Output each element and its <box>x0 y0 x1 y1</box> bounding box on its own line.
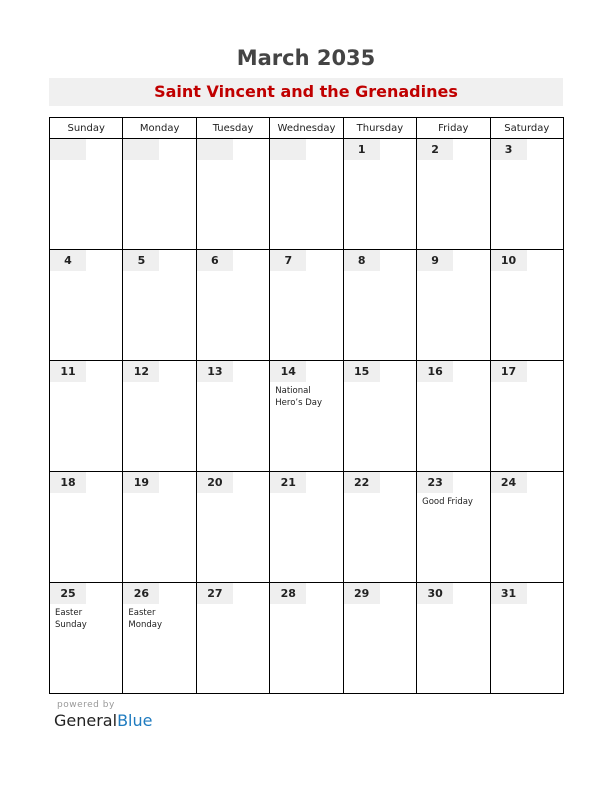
calendar-week-row <box>50 472 564 583</box>
calendar-week-row <box>50 583 564 694</box>
calendar-day-cell[interactable] <box>123 361 196 472</box>
holiday-label: National Hero’s Day <box>275 386 323 408</box>
calendar-day-cell[interactable] <box>270 361 343 472</box>
powered-by-label: powered by <box>57 700 115 710</box>
calendar-day-cell[interactable] <box>196 583 269 694</box>
day-number: 1 <box>344 139 380 160</box>
day-number <box>270 139 306 160</box>
holiday-label: Good Friday <box>422 497 473 507</box>
day-number <box>123 139 159 160</box>
day-number: 30 <box>417 583 453 604</box>
calendar-day-cell[interactable] <box>123 583 196 694</box>
holiday-label: Easter Sunday <box>55 608 87 630</box>
calendar-week-row <box>50 361 564 472</box>
calendar-day-cell[interactable] <box>490 361 563 472</box>
weekday-friday: Friday <box>417 118 490 139</box>
day-number: 17 <box>491 361 527 382</box>
calendar-week-row <box>50 139 564 250</box>
calendar-day-cell[interactable] <box>270 583 343 694</box>
day-number: 22 <box>344 472 380 493</box>
weekday-wednesday: Wednesday <box>270 118 343 139</box>
country-banner: Saint Vincent and the Grenadines <box>49 78 563 106</box>
weekday-tuesday: Tuesday <box>196 118 269 139</box>
calendar-day-cell[interactable] <box>123 139 196 250</box>
calendar-week-row <box>50 250 564 361</box>
calendar-day-cell[interactable] <box>123 472 196 583</box>
day-number: 29 <box>344 583 380 604</box>
day-number: 25 <box>50 583 86 604</box>
calendar-day-cell[interactable] <box>343 361 416 472</box>
day-number: 18 <box>50 472 86 493</box>
calendar-day-cell[interactable] <box>490 583 563 694</box>
day-number <box>50 139 86 160</box>
calendar-day-cell[interactable] <box>490 139 563 250</box>
calendar-day-cell[interactable] <box>343 139 416 250</box>
day-number: 7 <box>270 250 306 271</box>
day-number: 12 <box>123 361 159 382</box>
brand-name-part1: General <box>54 711 118 730</box>
day-number: 21 <box>270 472 306 493</box>
calendar-day-cell[interactable] <box>270 472 343 583</box>
generalblue-logo[interactable] <box>54 711 152 730</box>
day-number: 9 <box>417 250 453 271</box>
weekday-monday: Monday <box>123 118 196 139</box>
calendar-day-cell[interactable] <box>417 250 490 361</box>
day-number: 16 <box>417 361 453 382</box>
day-number: 5 <box>123 250 159 271</box>
day-number: 3 <box>491 139 527 160</box>
calendar-day-cell[interactable] <box>270 139 343 250</box>
weekday-sunday: Sunday <box>50 118 123 139</box>
day-number: 23 <box>417 472 453 493</box>
day-number: 31 <box>491 583 527 604</box>
calendar-day-cell[interactable] <box>417 139 490 250</box>
holiday-label: Easter Monday <box>128 608 162 630</box>
day-number: 8 <box>344 250 380 271</box>
calendar-day-cell[interactable] <box>270 250 343 361</box>
calendar-day-cell[interactable] <box>196 361 269 472</box>
day-number: 26 <box>123 583 159 604</box>
day-number: 20 <box>197 472 233 493</box>
calendar-day-cell[interactable] <box>196 139 269 250</box>
calendar-day-cell[interactable] <box>123 250 196 361</box>
day-number: 13 <box>197 361 233 382</box>
day-number: 27 <box>197 583 233 604</box>
weekday-saturday: Saturday <box>490 118 563 139</box>
calendar-day-cell[interactable] <box>417 361 490 472</box>
day-number: 10 <box>491 250 527 271</box>
calendar-body <box>50 139 564 694</box>
day-number: 4 <box>50 250 86 271</box>
calendar-day-cell[interactable] <box>50 361 123 472</box>
calendar-day-cell[interactable] <box>417 472 490 583</box>
calendar-day-cell[interactable] <box>50 583 123 694</box>
day-number: 2 <box>417 139 453 160</box>
day-number: 19 <box>123 472 159 493</box>
calendar-day-cell[interactable] <box>196 472 269 583</box>
day-number: 6 <box>197 250 233 271</box>
day-number: 15 <box>344 361 380 382</box>
weekday-thursday: Thursday <box>343 118 416 139</box>
calendar-day-cell[interactable] <box>490 472 563 583</box>
calendar-grid <box>49 117 564 694</box>
brand-name-part2: Blue <box>117 711 153 730</box>
day-number: 11 <box>50 361 86 382</box>
calendar-day-cell[interactable] <box>50 472 123 583</box>
page-title: March 2035 <box>236 46 376 70</box>
calendar-day-cell[interactable] <box>490 250 563 361</box>
day-number: 28 <box>270 583 306 604</box>
calendar-day-cell[interactable] <box>417 583 490 694</box>
day-number <box>197 139 233 160</box>
calendar-day-cell[interactable] <box>50 250 123 361</box>
calendar-day-cell[interactable] <box>196 250 269 361</box>
day-number: 24 <box>491 472 527 493</box>
calendar-day-cell[interactable] <box>343 472 416 583</box>
calendar-day-cell[interactable] <box>50 139 123 250</box>
weekday-header-row <box>50 118 564 139</box>
calendar-day-cell[interactable] <box>343 583 416 694</box>
calendar-day-cell[interactable] <box>343 250 416 361</box>
day-number: 14 <box>270 361 306 382</box>
